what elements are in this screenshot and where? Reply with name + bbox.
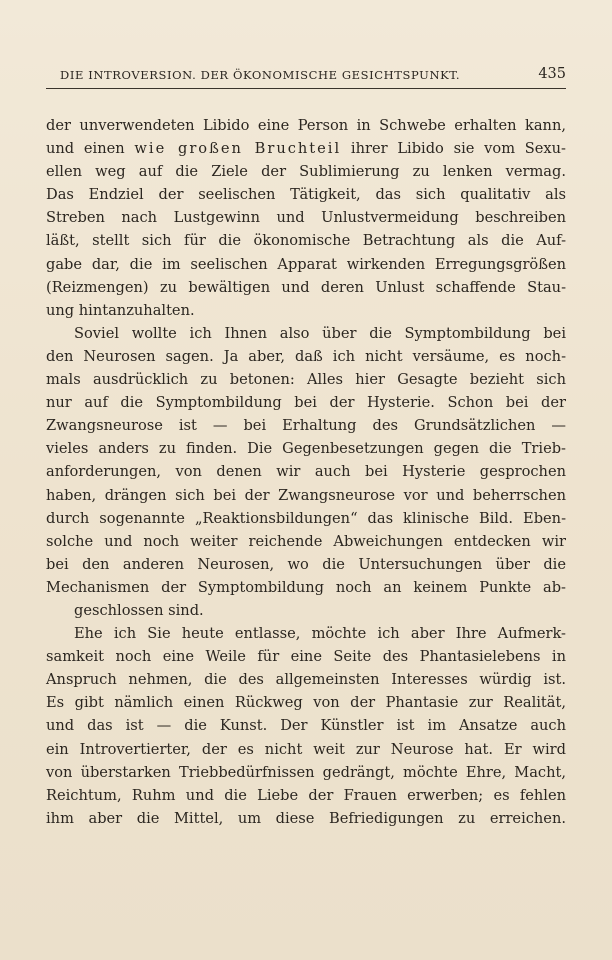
- page-number: 435: [538, 66, 566, 82]
- text-line: und einen wie großen Bruchteil ihrer Libido sie vom Sexu-: [46, 140, 566, 158]
- text-line: der unverwendeten Libido eine Person in Schwebe erhalten kann,: [46, 117, 566, 134]
- text-line: mals ausdrücklich zu betonen: Alles hier Gesagte bezieht sich: [46, 371, 566, 389]
- text-line: geschlossen sind.: [74, 601, 204, 619]
- text-line: ihm aber die Mittel, um diese Befriedigungen zu erreichen.: [46, 809, 566, 827]
- body-text: [46, 114, 566, 830]
- text-line: solche und noch weiter reichende Abweichungen entdecken wir: [46, 532, 566, 550]
- page-header: [46, 66, 566, 89]
- text-line: Streben nach Lustgewinn und Unlustvermeidung beschreiben: [46, 209, 566, 227]
- text-line: ellen weg auf die Ziele der Sublimierung zu lenken vermag.: [46, 163, 566, 181]
- text-line: Zwangsneurose ist — bei Erhaltung des Grundsätzlichen —: [46, 417, 566, 435]
- text-line: Anspruch nehmen, die des allgemeinsten Interesses würdig ist.: [46, 671, 566, 689]
- text-line: (Reizmengen) zu bewältigen und deren Unlust schaffende Stau-: [46, 278, 566, 296]
- text-line: von überstarken Triebbedürfnissen gedrängt, möchte Ehre, Macht,: [46, 763, 566, 781]
- emphasized-phrase: wie großen Bruchteil: [134, 140, 342, 158]
- text-line: vieles anders zu finden. Die Gegenbesetzungen gegen die Trieb-: [46, 440, 566, 458]
- running-head: DIE INTROVERSION. DER ÖKONOMISCHE GESICHTSPUNKT.: [60, 68, 461, 82]
- text-line: läßt, stellt sich für die ökonomische Betrachtung als die Auf-: [46, 232, 566, 250]
- text-line: samkeit noch eine Weile für eine Seite des Phantasielebens in: [46, 648, 566, 666]
- paragraph-1: [46, 114, 566, 322]
- text-line: gabe dar, die im seelischen Apparat wirkenden Erregungsgrößen: [46, 255, 566, 273]
- text-line: bei den anderen Neurosen, wo die Untersuchungen über die: [46, 555, 566, 573]
- text-line: ein Introvertierter, der es nicht weit zur Neurose hat. Er wird: [46, 740, 566, 758]
- text-line: ung hintanzuhalten.: [46, 301, 195, 319]
- text-line: Soviel wollte ich Ihnen also über die Symptombildung bei: [74, 324, 566, 342]
- text-line: Es gibt nämlich einen Rückweg von der Phantasie zur Realität,: [46, 694, 566, 712]
- text-line: und das ist — die Kunst. Der Künstler ist im Ansatze auch: [46, 717, 566, 735]
- text-line: Reichtum, Ruhm und die Liebe der Frauen erwerben; es fehlen: [46, 786, 566, 804]
- paragraph-3: [46, 622, 566, 830]
- text-line: durch sogenannte „Reaktionsbildungen“ das klinische Bild. Eben-: [46, 509, 566, 527]
- text-line: Das Endziel der seelischen Tätigkeit, das sich qualitativ als: [46, 186, 566, 204]
- text-line: nur auf die Symptombildung bei der Hysterie. Schon bei der: [46, 394, 566, 412]
- text-line: Mechanismen der Symptombildung noch an keinem Punkte ab-: [46, 578, 566, 596]
- paragraph-2: [46, 322, 566, 622]
- text-line: haben, drängen sich bei der Zwangsneurose vor und beherrschen: [46, 486, 566, 504]
- text-line: anforderungen, von denen wir auch bei Hysterie gesprochen: [46, 463, 566, 481]
- text-line: Ehe ich Sie heute entlasse, möchte ich aber Ihre Aufmerk-: [74, 625, 566, 643]
- text-line: den Neurosen sagen. Ja aber, daß ich nicht versäume, es noch-: [46, 347, 566, 365]
